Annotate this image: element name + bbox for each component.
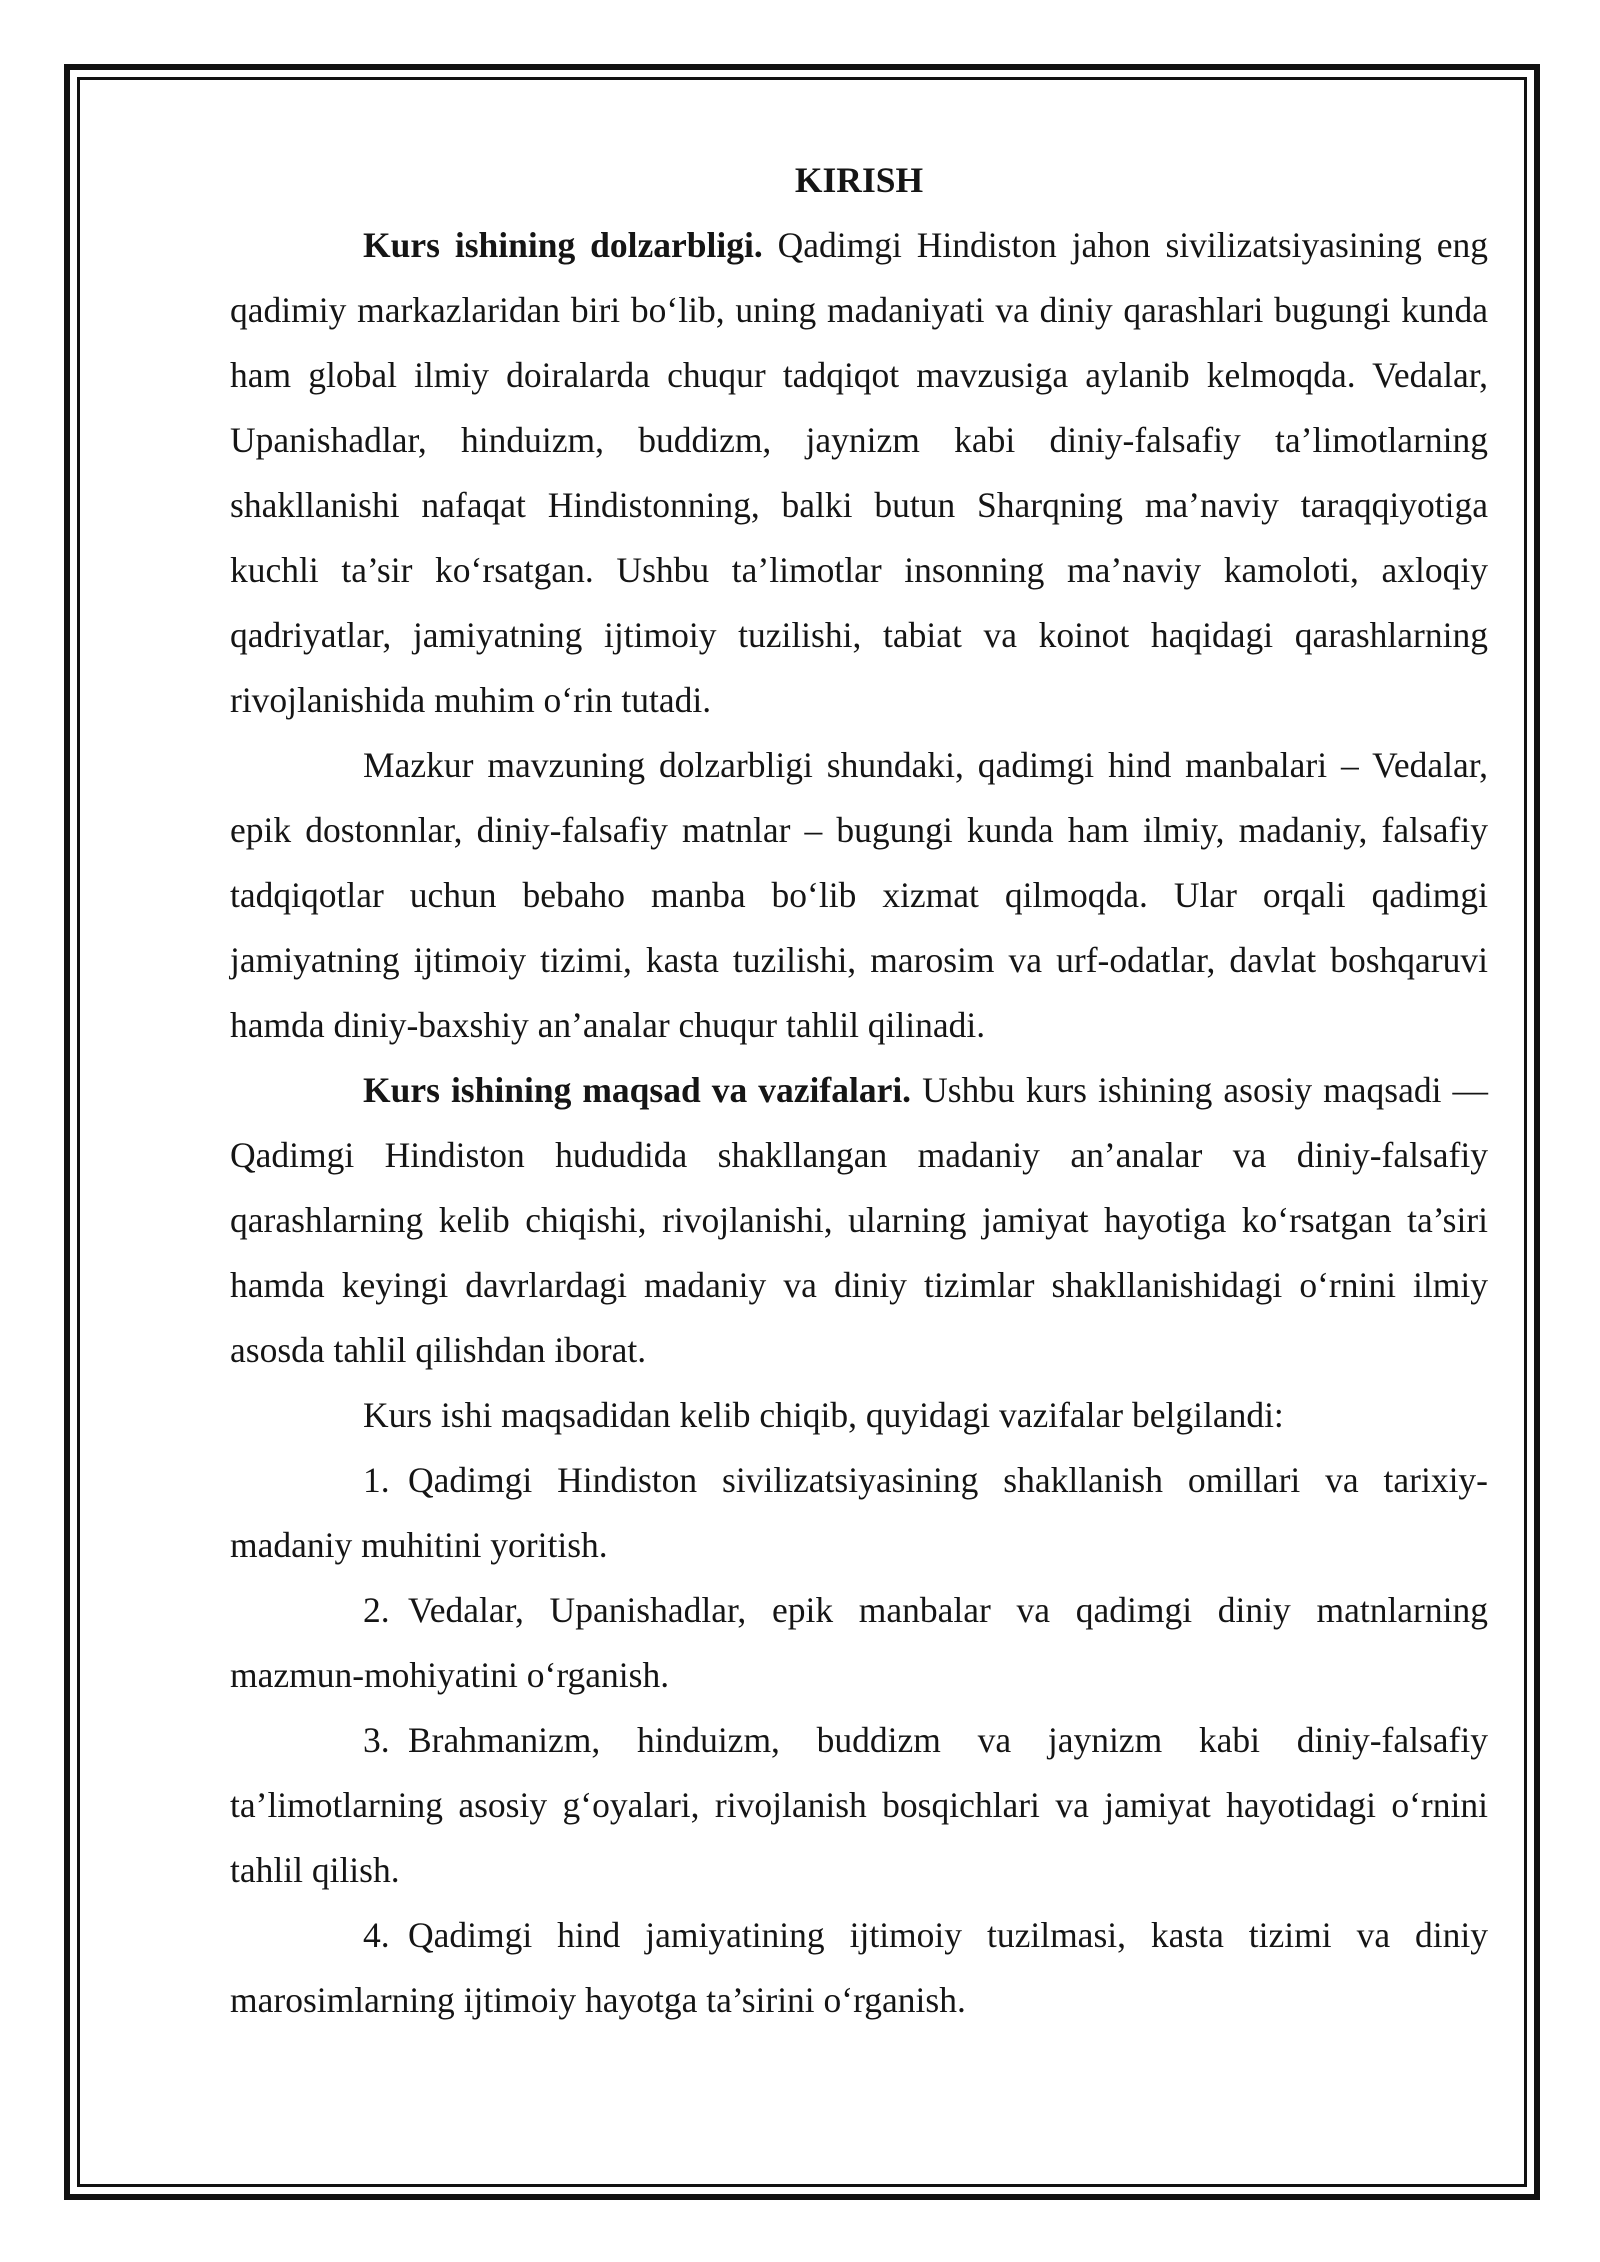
task-text: Qadimgi Hindiston sivilizatsiyasining shakllanish omillari va tarixiy-madaniy muhitini yoritish. [230, 1460, 1488, 1565]
paragraph-relevance-detail [230, 733, 1488, 1058]
task-item [230, 1708, 1488, 1903]
page-title: KIRISH [794, 160, 924, 200]
task-item [230, 1578, 1488, 1708]
paragraph-goals [230, 1058, 1488, 1383]
task-text: Vedalar, Upanishadlar, epik manbalar va qadimgi diniy matnlarning mazmun-mohiyatini o‘rganish. [230, 1590, 1488, 1695]
task-item [230, 1448, 1488, 1578]
paragraph-text: Ushbu kurs ishining asosiy maqsadi — Qadimgi Hindiston hududida shakllangan madaniy an’analar va diniy-falsafiy qarashlarning kelib chiqishi, rivojlanishi, ularning jamiyat hayotiga ko‘rsatgan ta’siri hamda keyingi davrlardagi madaniy va diniy tizimlar shakllanishidagi o‘rnini ilmiy asosda tahlil qilishdan iborat. [230, 1070, 1488, 1370]
task-number: 1. [363, 1460, 390, 1500]
paragraph-tasks-intro [230, 1383, 1488, 1448]
paragraph-text: Qadimgi Hindiston jahon sivilizatsiyasining eng qadimiy markazlaridan biri bo‘lib, uning madaniyati va diniy qarashlari bugungi kunda ham global ilmiy doiralarda chuqur tadqiqot mavzusiga aylanib kelmoqda. Vedalar, Upanishadlar, hinduizm, buddizm, jaynizm kabi diniy-falsafiy ta’limotlarning shakllanishi nafaqat Hindistonning, balki butun Sharqning ma’naviy taraqqiyotiga kuchli ta’sir ko‘rsatgan. Ushbu ta’limotlar insonning ma’naviy kamoloti, axloqiy qadriyatlar, jamiyatning ijtimoiy tuzilishi, tabiat va koinot haqidagi qarashlarning rivojlanishida muhim o‘rin tutadi. [230, 225, 1488, 720]
paragraph-text: Mazkur mavzuning dolzarbligi shundaki, qadimgi hind manbalari – Vedalar, epik dostonnlar, diniy-falsafiy matnlar – bugungi kunda ham ilmiy, madaniy, falsafiy tadqiqotlar uchun bebaho manba bo‘lib xizmat qilmoqda. Ular orqali qadimgi jamiyatning ijtimoiy tizimi, kasta tuzilishi, marosim va urf-odatlar, davlat boshqaruvi hamda diniy-baxshiy an’analar chuqur tahlil qilinadi. [230, 745, 1488, 1045]
task-number: 4. [363, 1915, 390, 1955]
paragraph-text: Kurs ishi maqsadidan kelib chiqib, quyidagi vazifalar belgilandi: [363, 1395, 1284, 1435]
paragraph-heading-relevance: Kurs ishining dolzarbligi. [363, 225, 763, 265]
task-number: 3. [363, 1720, 390, 1760]
task-text: Qadimgi hind jamiyatining ijtimoiy tuzilmasi, kasta tizimi va diniy marosimlarning ijtimoiy hayotga ta’sirini o‘rganish. [230, 1915, 1488, 2020]
paragraph-heading-goals: Kurs ishining maqsad va vazifalari. [363, 1070, 912, 1110]
document-body [230, 148, 1488, 2033]
paragraph-relevance [230, 213, 1488, 733]
task-item [230, 1903, 1488, 2033]
task-number: 2. [363, 1590, 390, 1630]
task-text: Brahmanizm, hinduizm, buddizm va jaynizm kabi diniy-falsafiy ta’limotlarning asosiy g‘oyalari, rivojlanish bosqichlari va jamiyat hayotidagi o‘rnini tahlil qilish. [230, 1720, 1488, 1890]
